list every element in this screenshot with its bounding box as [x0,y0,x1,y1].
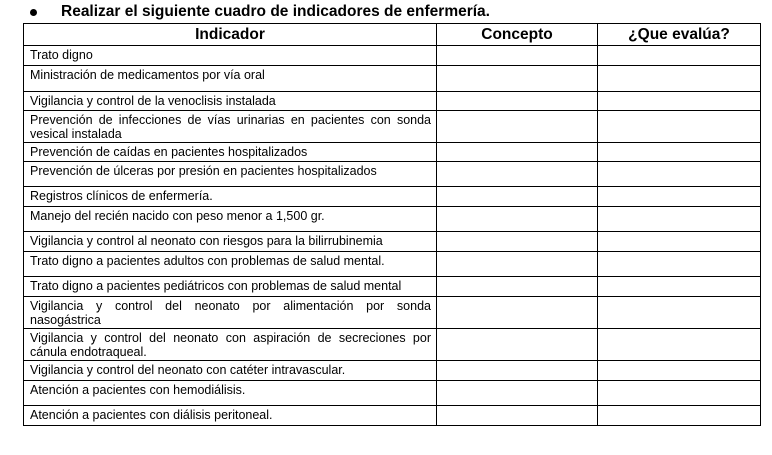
que-evalua-cell[interactable] [598,406,761,426]
table-row [24,162,761,187]
concepto-cell[interactable] [437,187,598,207]
table-row [24,143,761,162]
table-row [24,381,761,406]
indicator-cell: Vigilancia y control del neonato por alimentación por sonda nasogástrica [24,297,437,329]
indicator-cell: Manejo del recién nacido con peso menor a 1,500 gr. [24,207,437,232]
que-evalua-cell[interactable] [598,252,761,277]
concepto-cell[interactable] [437,361,598,381]
indicator-cell: Vigilancia y control de la venoclisis instalada [24,92,437,111]
table-row [24,111,761,143]
table-row [24,66,761,92]
indicator-cell: Prevención de úlceras por presión en pacientes hospitalizados [24,162,437,187]
table-row [24,207,761,232]
concepto-cell[interactable] [437,329,598,361]
que-evalua-cell[interactable] [598,162,761,187]
indicator-cell: Vigilancia y control del neonato con catéter intravascular. [24,361,437,381]
concepto-cell[interactable] [437,46,598,66]
table-row [24,187,761,207]
que-evalua-cell[interactable] [598,66,761,92]
que-evalua-cell[interactable] [598,297,761,329]
table-row [24,92,761,111]
bullet-icon [30,9,37,16]
que-evalua-cell[interactable] [598,381,761,406]
concepto-cell[interactable] [437,66,598,92]
header-concepto: Concepto [437,24,598,46]
concepto-cell[interactable] [437,277,598,297]
que-evalua-cell[interactable] [598,187,761,207]
que-evalua-cell[interactable] [598,277,761,297]
concepto-cell[interactable] [437,406,598,426]
concepto-cell[interactable] [437,232,598,252]
concepto-cell[interactable] [437,252,598,277]
indicator-cell: Prevención de caídas en pacientes hospitalizados [24,143,437,162]
concepto-cell[interactable] [437,92,598,111]
table-row [24,232,761,252]
table-row [24,252,761,277]
table-row [24,297,761,329]
table-row [24,329,761,361]
que-evalua-cell[interactable] [598,46,761,66]
indicator-cell: Vigilancia y control al neonato con riesgos para la bilirrubinemia [24,232,437,252]
concepto-cell[interactable] [437,297,598,329]
concepto-cell[interactable] [437,162,598,187]
concepto-cell[interactable] [437,381,598,406]
que-evalua-cell[interactable] [598,111,761,143]
table-row [24,361,761,381]
indicator-cell: Trato digno a pacientes adultos con problemas de salud mental. [24,252,437,277]
indicator-cell: Ministración de medicamentos por vía oral [24,66,437,92]
instruction-heading [30,2,490,22]
que-evalua-cell[interactable] [598,207,761,232]
indicator-cell: Trato digno a pacientes pediátricos con problemas de salud mental [24,277,437,297]
que-evalua-cell[interactable] [598,361,761,381]
indicator-cell: Prevención de infecciones de vías urinarias en pacientes con sonda vesical instalada [24,111,437,143]
indicator-cell: Registros clínicos de enfermería. [24,187,437,207]
que-evalua-cell[interactable] [598,92,761,111]
que-evalua-cell[interactable] [598,232,761,252]
indicator-cell: Atención a pacientes con diálisis peritoneal. [24,406,437,426]
indicators-table [23,23,761,426]
header-indicador: Indicador [24,24,437,46]
header-row [24,24,761,46]
que-evalua-cell[interactable] [598,143,761,162]
table-row [24,46,761,66]
indicator-cell: Atención a pacientes con hemodiálisis. [24,381,437,406]
indicator-cell: Vigilancia y control del neonato con aspiración de secreciones por cánula endotraqueal. [24,329,437,361]
instruction-text: Realizar el siguiente cuadro de indicadores de enfermería. [61,3,490,20]
que-evalua-cell[interactable] [598,329,761,361]
table-row [24,406,761,426]
concepto-cell[interactable] [437,111,598,143]
header-que-evalua: ¿Que evalúa? [598,24,761,46]
table-row [24,277,761,297]
concepto-cell[interactable] [437,143,598,162]
indicator-cell: Trato digno [24,46,437,66]
concepto-cell[interactable] [437,207,598,232]
